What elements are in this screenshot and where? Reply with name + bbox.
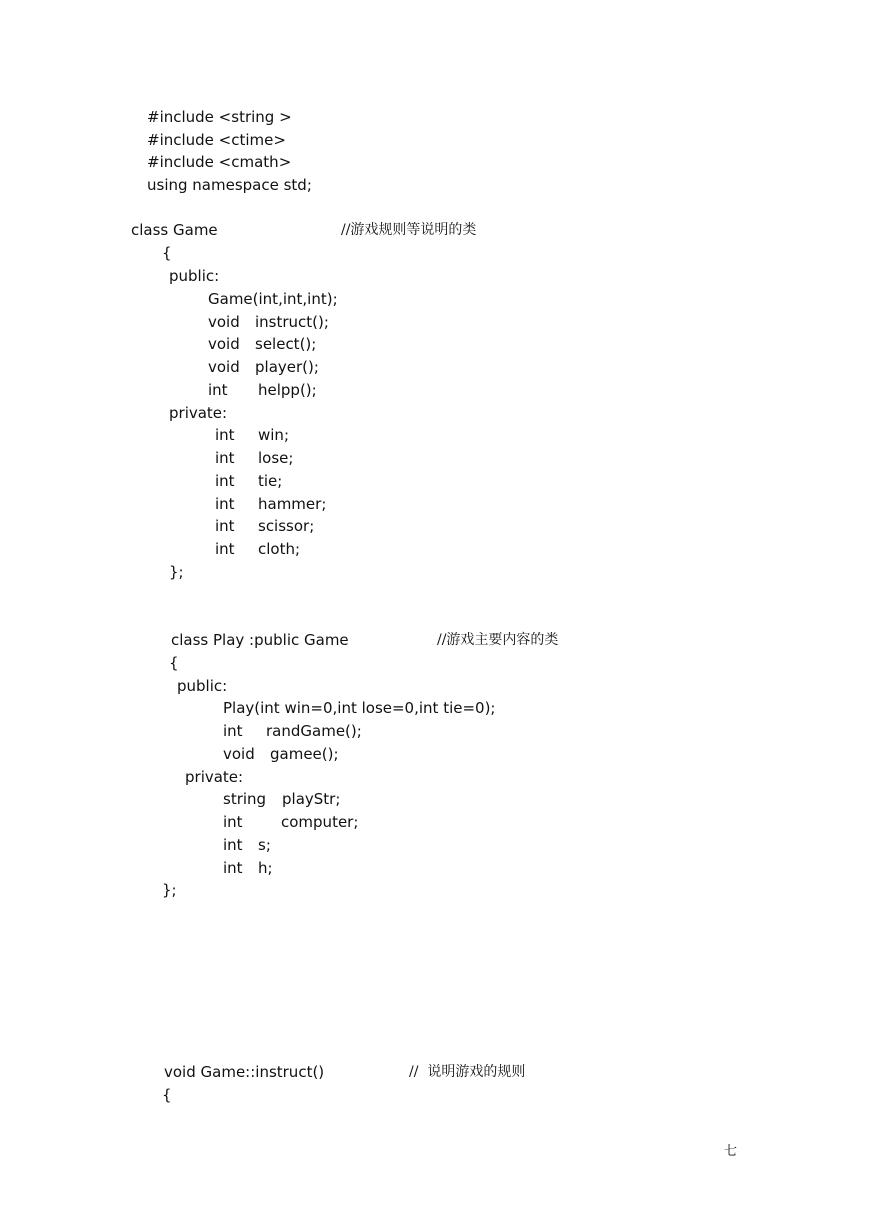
member-type: int: [215, 540, 235, 558]
member-type: int: [215, 517, 235, 535]
member-type: int: [215, 472, 235, 490]
member-name: playStr;: [282, 790, 341, 808]
member-name: helpp();: [258, 381, 317, 399]
member-name: h;: [258, 859, 273, 877]
member-name: tie;: [258, 472, 283, 490]
game-class-comment: //游戏规则等说明的类: [341, 222, 477, 238]
member-type: int: [215, 495, 235, 513]
member-type: void: [208, 313, 240, 331]
close-brace: };: [169, 563, 184, 581]
open-brace: {: [169, 654, 179, 672]
member-name: player();: [255, 358, 319, 376]
member-name: instruct();: [255, 313, 329, 331]
member-type: int: [223, 836, 243, 854]
member-name: lose;: [258, 449, 294, 467]
member-name: win;: [258, 426, 289, 444]
open-brace: {: [162, 244, 172, 262]
include-line: #include <cmath>: [147, 153, 292, 171]
public-label: public:: [169, 267, 220, 285]
game-class-header: class Game: [131, 221, 218, 239]
member-name: cloth;: [258, 540, 301, 558]
using-line: using namespace std;: [147, 176, 312, 194]
member-name: s;: [258, 836, 271, 854]
member-type: void: [208, 358, 240, 376]
member-type: int: [223, 722, 243, 740]
member-type: int: [208, 381, 228, 399]
instruct-fn-comment: // 说明游戏的规则: [409, 1064, 526, 1080]
member-type: string: [223, 790, 267, 808]
member-type: int: [215, 449, 235, 467]
play-class-comment: //游戏主要内容的类: [437, 632, 559, 648]
public-label: public:: [177, 677, 228, 695]
member-type: int: [223, 859, 243, 877]
member-name: gamee();: [270, 745, 339, 763]
member-name: hammer;: [258, 495, 327, 513]
open-brace: {: [162, 1086, 172, 1104]
include-line: #include <ctime>: [147, 131, 286, 149]
close-brace: };: [162, 881, 177, 899]
member-decl: Play(int win=0,int lose=0,int tie=0);: [223, 699, 496, 717]
member-name: scissor;: [258, 517, 315, 535]
member-name: select();: [255, 335, 317, 353]
instruct-fn-header: void Game::instruct(): [164, 1063, 325, 1081]
member-type: int: [223, 813, 243, 831]
private-label: private:: [169, 404, 228, 422]
member-name: computer;: [281, 813, 359, 831]
play-class-header: class Play :public Game: [171, 631, 349, 649]
member-type: int: [215, 426, 235, 444]
member-type: void: [223, 745, 255, 763]
member-name: randGame();: [266, 722, 362, 740]
member-decl: Game(int,int,int);: [208, 290, 338, 308]
include-line: #include <string >: [147, 108, 292, 126]
page-number: 七: [724, 1144, 738, 1159]
private-label: private:: [185, 768, 244, 786]
member-type: void: [208, 335, 240, 353]
